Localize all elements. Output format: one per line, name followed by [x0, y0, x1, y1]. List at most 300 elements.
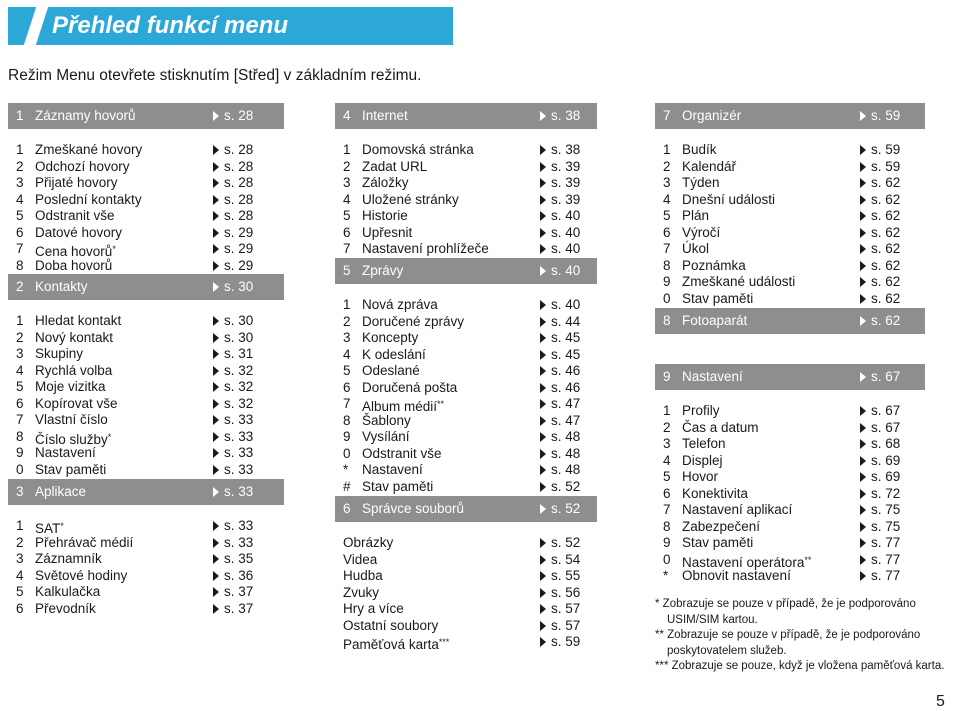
item-label: [362, 363, 420, 380]
item-label: [362, 297, 438, 314]
menu-item-row: [655, 552, 925, 569]
section-page-ref: [540, 108, 580, 123]
page-arrow-icon: [213, 382, 219, 392]
item-label-text: Stav paměti: [682, 535, 754, 550]
page-arrow-icon: [213, 244, 219, 254]
item-page-ref: [540, 585, 580, 602]
item-label-text: Poslední kontakty: [35, 191, 142, 207]
item-page: s. 48: [551, 445, 581, 461]
item-page-ref: [213, 175, 253, 192]
menu-item-row: [8, 192, 284, 209]
item-label: [362, 241, 489, 258]
item-page: s. 29: [224, 257, 254, 273]
footnote-mark: **: [804, 554, 812, 565]
item-label-text: Domovská stránka: [362, 142, 474, 157]
page-arrow-icon: [213, 399, 219, 409]
page-arrow-icon: [540, 399, 546, 409]
item-page-ref: [540, 601, 580, 618]
menu-item-row: [8, 396, 284, 413]
item-number: 9: [16, 445, 24, 460]
item-label-text: Šablony: [362, 412, 411, 428]
page-arrow-icon: [213, 333, 219, 343]
item-page: s. 48: [551, 462, 581, 477]
item-page-ref: [860, 274, 900, 291]
item-page-ref: [540, 535, 580, 552]
item-page: s. 59: [871, 158, 901, 174]
item-label-text: Zmeškané hovory: [35, 142, 143, 157]
item-label-text: Konektivita: [682, 485, 749, 501]
section-page-ref: [213, 279, 253, 294]
item-number: 4: [16, 191, 24, 207]
section-number: 6: [343, 501, 351, 516]
item-page: s. 28: [224, 142, 254, 157]
item-page: s. 40: [551, 241, 581, 256]
item-number: *: [663, 568, 669, 583]
item-page-ref: [213, 379, 253, 396]
menu-item-row: [335, 297, 597, 314]
menu-item-row: [335, 396, 597, 413]
item-page: s. 36: [224, 567, 254, 583]
item-label: [35, 396, 118, 413]
item-page-ref: [540, 142, 580, 159]
menu-item-row: [655, 192, 925, 209]
item-page-ref: [540, 159, 580, 176]
item-page-ref: [540, 363, 580, 380]
item-label: [35, 551, 102, 568]
item-label: [35, 346, 83, 363]
item-page: s. 33: [224, 534, 254, 550]
item-page-ref: [860, 159, 900, 176]
page-arrow-icon: [540, 416, 546, 426]
page-arrow-icon: [860, 505, 866, 515]
section-page-ref: [860, 313, 900, 328]
item-label-text: Obrázky: [343, 535, 394, 550]
menu-item-row: [655, 436, 925, 453]
menu-item-row: [8, 568, 284, 585]
item-page: s. 57: [551, 601, 581, 616]
item-page: s. 77: [871, 535, 901, 550]
item-number: 4: [343, 346, 351, 362]
section-page: s. 40: [551, 263, 581, 278]
item-label: [682, 192, 775, 209]
item-label-text: Vysílání: [362, 429, 410, 444]
item-label-text: Displej: [682, 452, 723, 468]
item-page: s. 62: [871, 241, 901, 256]
item-page-ref: [540, 347, 580, 364]
section-label: Kontakty: [35, 279, 88, 294]
item-label: [682, 469, 718, 486]
item-page: s. 59: [871, 142, 901, 157]
item-label-text: Telefon: [682, 436, 726, 451]
page-arrow-icon: [540, 266, 546, 276]
menu-item-row: [335, 618, 597, 635]
item-number: 6: [663, 485, 671, 501]
footnote-mark: **: [437, 399, 445, 409]
item-label-text: Úkol: [682, 241, 710, 256]
item-page: s. 33: [224, 428, 254, 444]
item-label: [35, 159, 130, 176]
page-arrow-icon: [860, 538, 866, 548]
section-page: s. 30: [224, 279, 254, 294]
item-label: [343, 585, 379, 602]
item-page: s. 77: [871, 568, 901, 583]
menu-item-row: [655, 291, 925, 308]
item-page-ref: [860, 486, 900, 503]
item-label-text: Záznamník: [35, 551, 102, 566]
item-number: 0: [343, 445, 351, 461]
section-label: Internet: [362, 108, 408, 123]
menu-item-row: [335, 347, 597, 364]
item-label-text: Nový kontakt: [35, 329, 114, 345]
item-label-text: Hledat kontakt: [35, 313, 122, 328]
item-label-text: Zabezpečení: [682, 518, 761, 534]
menu-item-row: [335, 462, 597, 479]
item-label-text: Hudba: [343, 568, 383, 583]
menu-item-row: [335, 634, 597, 651]
page-arrow-icon: [540, 637, 546, 647]
item-page: s. 31: [224, 346, 254, 361]
page-arrow-icon: [213, 538, 219, 548]
item-label: [362, 330, 418, 347]
item-page-ref: [860, 142, 900, 159]
item-label: [35, 445, 96, 462]
item-label-text: Hry a více: [343, 601, 404, 616]
item-page-ref: [213, 346, 253, 363]
page-arrow-icon: [540, 228, 546, 238]
item-page: s. 67: [871, 419, 901, 435]
page-arrow-icon: [213, 366, 219, 376]
item-number: 3: [16, 175, 24, 190]
item-label: [35, 175, 118, 192]
menu-item-row: [8, 379, 284, 396]
menu-item-row: [8, 241, 284, 258]
section-header: [8, 274, 284, 300]
title-stripe-decoration: [24, 7, 48, 45]
menu-item-row: [655, 225, 925, 242]
item-page: s. 44: [551, 313, 581, 329]
item-page-ref: [540, 462, 580, 479]
item-page: s. 69: [871, 469, 901, 484]
item-page: s. 75: [871, 518, 901, 534]
footnote: ** Zobrazuje se pouze v případě, že je podporováno poskytovatelem služeb.: [655, 629, 921, 657]
menu-item-row: [8, 429, 284, 446]
page-arrow-icon: [540, 195, 546, 205]
menu-item-row: [8, 346, 284, 363]
page-arrow-icon: [540, 383, 546, 393]
page-arrow-icon: [213, 228, 219, 238]
item-page-ref: [213, 225, 253, 242]
page-arrow-icon: [860, 178, 866, 188]
item-label: [682, 568, 791, 585]
item-number: 2: [663, 419, 671, 435]
item-number: 0: [16, 461, 24, 477]
menu-item-row: [335, 479, 597, 496]
menu-item-row: [655, 453, 925, 470]
item-page: s. 62: [871, 224, 901, 240]
item-page: s. 62: [871, 257, 901, 273]
page-arrow-icon: [860, 406, 866, 416]
item-page: s. 39: [551, 191, 581, 207]
section-number: 8: [663, 313, 671, 328]
section-number: 9: [663, 369, 671, 384]
item-page-ref: [860, 568, 900, 585]
item-label: [343, 568, 383, 585]
item-label-text: Videa: [343, 551, 378, 567]
item-page-ref: [540, 479, 580, 496]
item-number: 4: [343, 191, 351, 207]
item-number: 2: [16, 158, 24, 174]
item-label: [682, 535, 753, 552]
menu-item-row: [335, 175, 597, 192]
item-page: s. 33: [224, 461, 254, 477]
item-page-ref: [213, 313, 253, 330]
item-number: 5: [663, 469, 671, 484]
item-label-text: Poznámka: [682, 257, 746, 273]
item-page-ref: [540, 208, 580, 225]
item-page: s. 28: [224, 158, 254, 174]
item-page-ref: [213, 159, 253, 176]
item-label-text: Doba hovorů: [35, 257, 113, 273]
item-label: [682, 436, 726, 453]
menu-item-row: [655, 175, 925, 192]
item-page: s. 28: [224, 191, 254, 207]
item-label: [682, 159, 736, 176]
menu-item-row: [655, 142, 925, 159]
menu-item-row: [8, 363, 284, 380]
page-arrow-icon: [213, 465, 219, 475]
item-label-text: Odchozí hovory: [35, 158, 130, 174]
item-page: s. 32: [224, 395, 254, 411]
item-label: [35, 225, 122, 242]
section-page-ref: [860, 369, 900, 384]
item-label-text: Moje vizitka: [35, 379, 106, 394]
page-arrow-icon: [213, 448, 219, 458]
item-label: [682, 241, 709, 258]
item-number: 8: [343, 412, 351, 428]
page-arrow-icon: [540, 366, 546, 376]
section-header: [655, 364, 925, 390]
page-arrow-icon: [860, 294, 866, 304]
item-page: s. 62: [871, 208, 901, 223]
menu-item-row: [335, 413, 597, 430]
item-number: *: [343, 462, 349, 477]
item-number: 8: [663, 257, 671, 273]
page-arrow-icon: [860, 261, 866, 271]
section-page-ref: [213, 108, 253, 123]
item-number: 2: [663, 158, 671, 174]
item-page: s. 77: [871, 551, 901, 567]
menu-item-row: [335, 330, 597, 347]
section-header: [655, 103, 925, 129]
page-arrow-icon: [540, 555, 546, 565]
menu-item-row: [8, 551, 284, 568]
page-arrow-icon: [540, 571, 546, 581]
item-page-ref: [213, 330, 253, 347]
item-label-text: Dnešní události: [682, 191, 776, 207]
item-page-ref: [540, 192, 580, 209]
menu-item-row: [655, 568, 925, 585]
item-page-ref: [213, 535, 253, 552]
item-number: 5: [663, 208, 671, 223]
section-label: Aplikace: [35, 484, 87, 499]
item-page-ref: [860, 192, 900, 209]
item-label-text: Stav paměti: [35, 461, 107, 477]
item-page-ref: [540, 618, 580, 635]
section-header: [335, 103, 597, 129]
item-number: 9: [663, 535, 671, 550]
item-label: [682, 208, 709, 225]
menu-item-row: [8, 258, 284, 275]
menu-item-row: [335, 552, 597, 569]
item-page-ref: [860, 519, 900, 536]
item-label-text: Zmeškané události: [682, 274, 796, 289]
item-page-ref: [860, 502, 900, 519]
page-arrow-icon: [860, 111, 866, 121]
item-page: s. 56: [551, 584, 581, 600]
item-label: [682, 502, 792, 519]
item-number: 2: [16, 329, 24, 345]
item-page: s. 39: [551, 175, 581, 190]
item-page-ref: [213, 584, 253, 601]
item-number: 5: [16, 584, 24, 599]
page-arrow-icon: [213, 571, 219, 581]
item-label-text: Nastavení: [35, 445, 96, 460]
section-number: 7: [663, 108, 671, 123]
item-page: s. 59: [551, 634, 581, 649]
footnotes: [655, 597, 955, 675]
item-number: 7: [16, 241, 24, 256]
item-number: 8: [663, 518, 671, 534]
item-label: [35, 462, 106, 479]
item-label: [35, 568, 127, 585]
item-page: s. 69: [871, 452, 901, 468]
menu-item-row: [8, 159, 284, 176]
section-header: [8, 103, 284, 129]
item-label-text: Přehrávač médií: [35, 534, 134, 550]
item-label-text: Převodník: [35, 600, 96, 616]
item-number: 3: [343, 330, 351, 345]
item-number: 9: [663, 274, 671, 289]
page-arrow-icon: [213, 282, 219, 292]
item-label: [362, 225, 412, 242]
item-label: [343, 634, 449, 654]
item-page: s. 62: [871, 290, 901, 306]
item-number: 4: [663, 191, 671, 207]
item-label-text: Uložené stránky: [362, 191, 459, 207]
page-arrow-icon: [860, 423, 866, 433]
item-label-text: Kalendář: [682, 158, 737, 174]
item-label-text: Číslo služby: [35, 431, 108, 447]
item-label-text: Nastavení aplikací: [682, 502, 793, 517]
item-page-ref: [213, 208, 253, 225]
item-number: 0: [663, 551, 671, 567]
item-page-ref: [213, 551, 253, 568]
item-label-text: Zvuky: [343, 584, 380, 600]
item-label: [35, 258, 112, 275]
item-number: 4: [16, 362, 24, 378]
menu-item-row: [655, 469, 925, 486]
menu-item-row: [335, 535, 597, 552]
page-arrow-icon: [860, 571, 866, 581]
item-label-text: Historie: [362, 208, 408, 223]
item-label-text: K odeslání: [362, 346, 426, 362]
menu-item-row: [655, 519, 925, 536]
item-number: 7: [663, 502, 671, 517]
item-label: [362, 142, 474, 159]
item-label-text: Kopírovat vše: [35, 395, 118, 411]
item-page: s. 33: [224, 518, 254, 533]
item-label: [682, 403, 720, 420]
item-number: 3: [663, 436, 671, 451]
item-label: [35, 535, 133, 552]
item-number: 3: [343, 175, 351, 190]
item-page: s. 32: [224, 379, 254, 394]
item-label: [35, 584, 100, 601]
item-number: 1: [343, 297, 351, 312]
item-number: 9: [343, 429, 351, 444]
item-page-ref: [860, 469, 900, 486]
item-number: 3: [16, 346, 24, 361]
menu-item-row: [335, 446, 597, 463]
menu-item-row: [655, 486, 925, 503]
item-label: [343, 601, 404, 618]
item-label-text: Stav paměti: [682, 290, 754, 306]
item-label-text: Koncepty: [362, 330, 419, 345]
item-label-text: Doručené zprávy: [362, 313, 465, 329]
item-page: s. 37: [224, 584, 254, 599]
item-page-ref: [860, 241, 900, 258]
footnote-mark: *: [112, 244, 116, 254]
item-page-ref: [860, 291, 900, 308]
menu-item-row: [335, 363, 597, 380]
item-label: [682, 175, 720, 192]
item-label: [682, 453, 723, 470]
footnote: *** Zobrazuje se pouze, když je vložena paměťová karta.: [655, 660, 945, 672]
section-page: s. 59: [871, 108, 901, 123]
item-page-ref: [213, 568, 253, 585]
item-label-text: Záložky: [362, 175, 409, 190]
menu-item-row: [655, 258, 925, 275]
page-arrow-icon: [540, 162, 546, 172]
section-label: Nastavení: [682, 369, 743, 384]
menu-item-row: [8, 175, 284, 192]
item-label: [682, 274, 795, 291]
item-page-ref: [860, 175, 900, 192]
menu-item-row: [8, 313, 284, 330]
item-label-text: Týden: [682, 175, 720, 190]
page-arrow-icon: [540, 588, 546, 598]
item-page: s. 46: [551, 379, 581, 395]
section-label: Správce souborů: [362, 501, 465, 516]
item-label: [362, 380, 457, 397]
page-arrow-icon: [860, 456, 866, 466]
item-label: [343, 535, 393, 552]
item-page-ref: [540, 314, 580, 331]
item-label-text: Světové hodiny: [35, 567, 128, 583]
footnote: * Zobrazuje se pouze v případě, že je podporováno USIM/SIM kartou.: [655, 598, 916, 626]
menu-item-row: [335, 601, 597, 618]
item-page: s. 33: [224, 445, 254, 460]
page-arrow-icon: [213, 554, 219, 564]
item-page-ref: [213, 142, 253, 159]
menu-item-row: [8, 445, 284, 462]
item-number: 6: [16, 224, 24, 240]
item-label: [35, 363, 112, 380]
page-arrow-icon: [860, 195, 866, 205]
item-page-ref: [860, 420, 900, 437]
item-number: 5: [16, 208, 24, 223]
item-number: 1: [16, 142, 24, 157]
